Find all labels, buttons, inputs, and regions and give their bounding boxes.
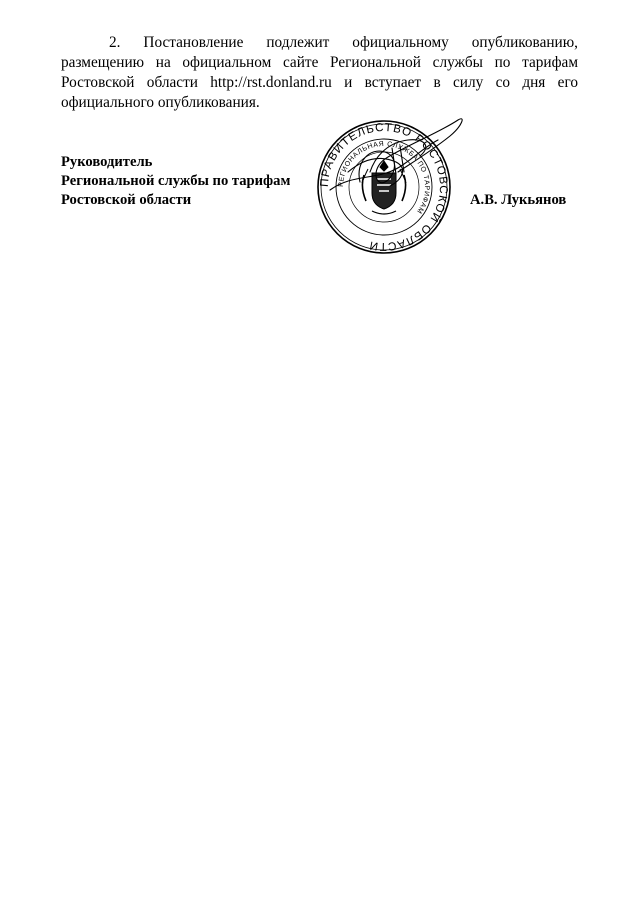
position-line-1: Руководитель xyxy=(61,154,153,170)
seal-inner-text: РЕГИОНАЛЬНАЯ СЛУЖБА ПО ТАРИФАМ xyxy=(337,140,431,215)
seal-outer-text: ПРАВИТЕЛЬСТВО РОСТОВСКОЙ ОБЛАСТИ xyxy=(318,121,450,253)
handwritten-signature-icon xyxy=(300,112,470,202)
body-paragraph: 2. Постановление подлежит официальному опубликованию, размещению на официальном сайте Региональной службы по тарифам Ростовской области http://rst.donland.ru и вступает в силу со дня его официального опубликования. xyxy=(61,34,578,111)
signer-name: А.В. Лукьянов xyxy=(470,192,567,208)
position-line-3: Ростовской области xyxy=(61,192,192,208)
position-line-2: Региональной службы по тарифам xyxy=(61,173,291,189)
signer-position xyxy=(61,153,290,210)
